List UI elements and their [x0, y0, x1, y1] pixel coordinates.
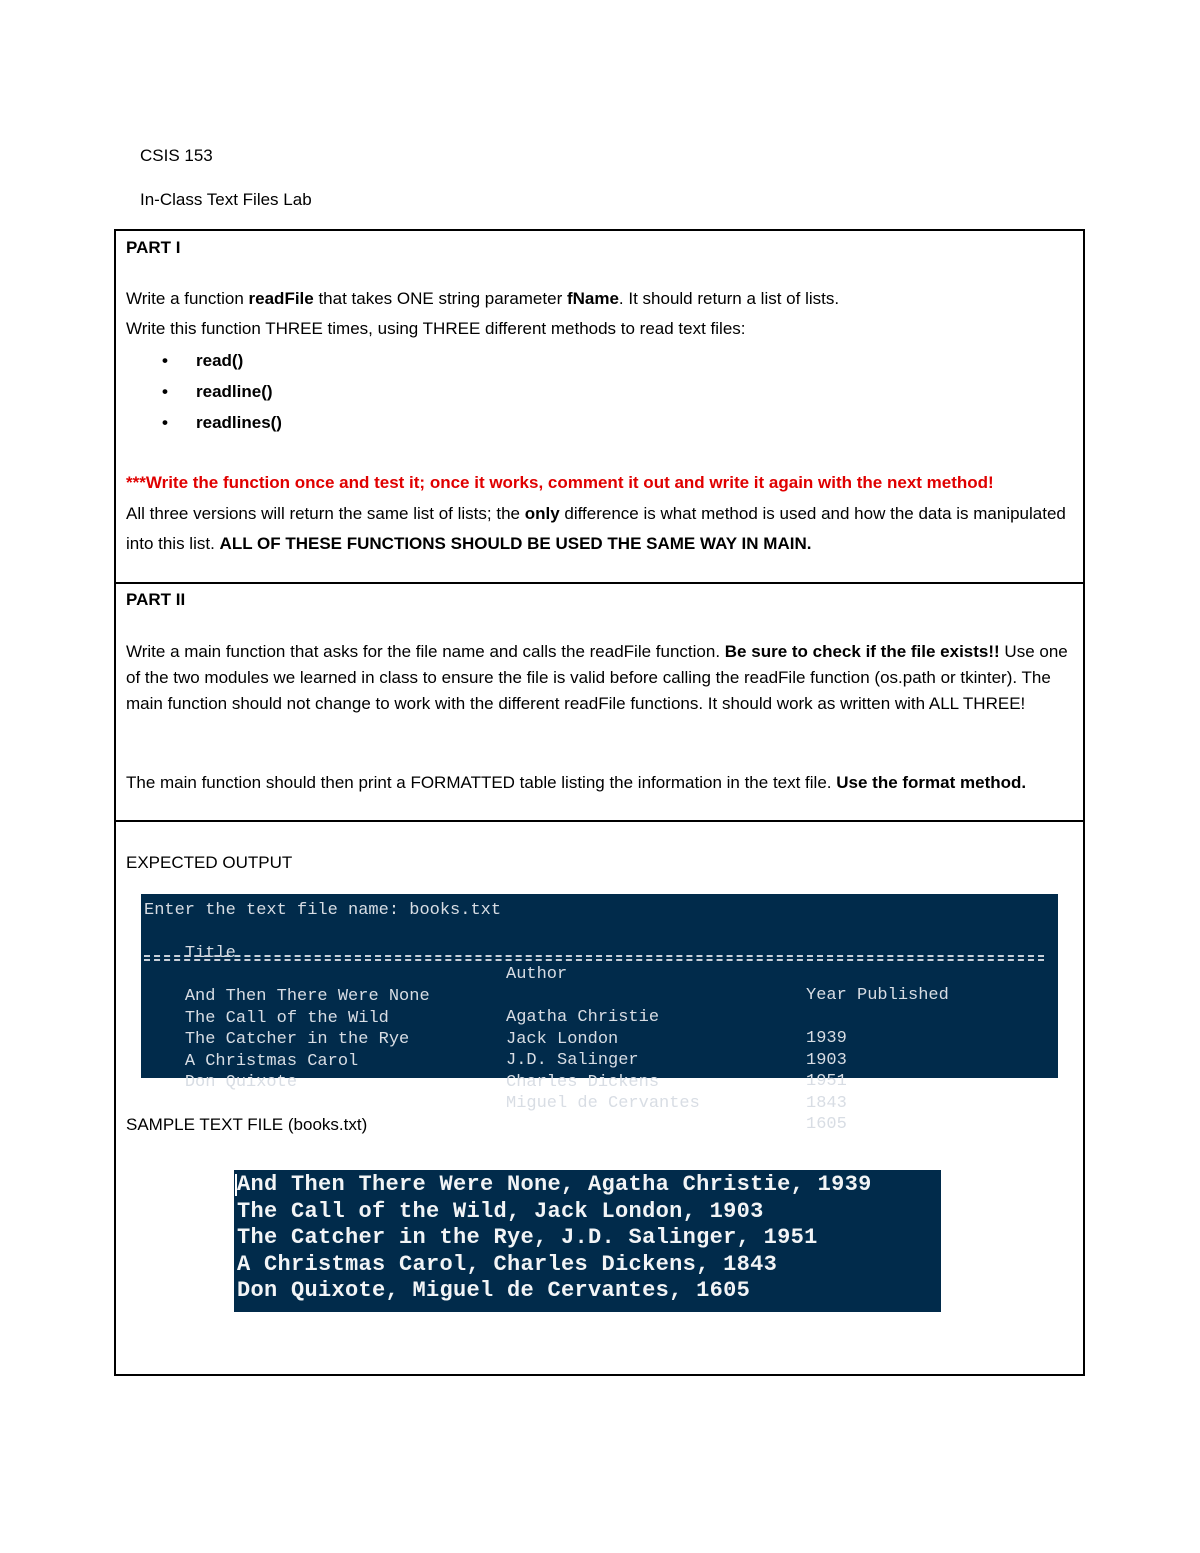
text: difference is what method is used and how the data is manipulated into this list. — [126, 504, 1066, 553]
cell-year: 1939 — [806, 1029, 847, 1048]
row-divider — [116, 820, 1083, 822]
prompt-line: Enter the text file name: books.txt — [144, 901, 502, 920]
file-line: And Then There Were None, Agatha Christie, 1939 — [237, 1172, 872, 1197]
cell-author: Agatha Christie — [506, 1008, 660, 1027]
cell-title: The Call of the Wild — [184, 1008, 389, 1028]
method-item: • read() — [126, 345, 282, 376]
col-year-header: Year Published — [806, 986, 949, 1005]
lab-title: In-Class Text Files Lab — [140, 190, 312, 209]
part1-line1 — [126, 286, 839, 312]
col-author-header: Author — [506, 965, 568, 984]
file-line: Don Quixote, Miguel de Cervantes, 1605 — [237, 1278, 751, 1303]
file-line: The Call of the Wild, Jack London, 1903 — [237, 1198, 764, 1224]
part2-para1 — [126, 639, 1071, 717]
text: All three versions will return the same list of lists; the — [126, 504, 525, 523]
text: The main function should then print a FORMATTED table listing the information in the text file. — [126, 773, 837, 792]
text: Use one of the two modules we learned in class to ensure the file is valid before calling the readFile function (os.path or tkinter). The main function should not change to work with the different readFile functions. It should work as written with ALL THREE! — [126, 642, 1068, 713]
sample-file-contents — [234, 1170, 941, 1312]
text: ALL OF THESE FUNCTIONS SHOULD BE USED THE SAME WAY IN MAIN. — [219, 534, 812, 553]
course-code: CSIS 153 — [140, 146, 213, 165]
warning-text: ***Write the function once and test it; once it works, comment it out and write it again with the next method! — [126, 473, 994, 492]
expected-output-label: EXPECTED OUTPUT — [126, 853, 293, 872]
cell-year: 1951 — [806, 1072, 847, 1091]
part1-note — [126, 499, 1071, 559]
part2-para2 — [126, 770, 1071, 796]
cell-title: And Then There Were None — [184, 987, 430, 1006]
file-line: A Christmas Carol, Charles Dickens, 1843 — [237, 1251, 778, 1277]
text: only — [524, 504, 560, 523]
cell-year: 1843 — [806, 1093, 847, 1113]
cell-year: 1903 — [806, 1050, 847, 1070]
cell-author: J.D. Salinger — [506, 1051, 639, 1070]
text: Be sure to check if the file exists!! — [724, 642, 1000, 661]
text: Write a function — [126, 289, 249, 308]
text: Write a main function that asks for the file name and calls the readFile function. — [126, 642, 725, 661]
cell-author: Charles Dickens — [506, 1072, 660, 1092]
text: Use the format method. — [836, 773, 1027, 792]
param-name: fName — [566, 289, 619, 308]
cell-author: Miguel de Cervantes — [506, 1094, 700, 1113]
methods-list — [126, 345, 282, 438]
text: that takes ONE string parameter — [313, 289, 567, 308]
part2-title: PART II — [126, 590, 186, 609]
part1-line2: Write this function THREE times, using THREE different methods to read text files: — [126, 319, 746, 338]
cell-title: A Christmas Carol — [184, 1051, 359, 1071]
row-divider — [116, 582, 1083, 584]
cell-title: Don Quixote — [184, 1073, 298, 1092]
sample-file-label: SAMPLE TEXT FILE (books.txt) — [126, 1115, 368, 1134]
text-cursor — [235, 1174, 237, 1196]
cell-title: The Catcher in the Rye — [184, 1030, 410, 1049]
function-name: readFile — [248, 289, 314, 308]
file-line: The Catcher in the Rye, J.D. Salinger, 1951 — [237, 1225, 818, 1250]
cell-author: Jack London — [506, 1029, 619, 1049]
method-item: • readline() — [126, 376, 282, 407]
part1-title: PART I — [126, 238, 181, 257]
separator-line — [144, 959, 1044, 961]
col-title-header: Title — [184, 944, 236, 963]
text: . It should return a list of lists. — [618, 289, 840, 308]
method-item: • readlines() — [126, 407, 282, 438]
cell-year: 1605 — [806, 1115, 847, 1134]
separator-line — [144, 955, 1044, 957]
